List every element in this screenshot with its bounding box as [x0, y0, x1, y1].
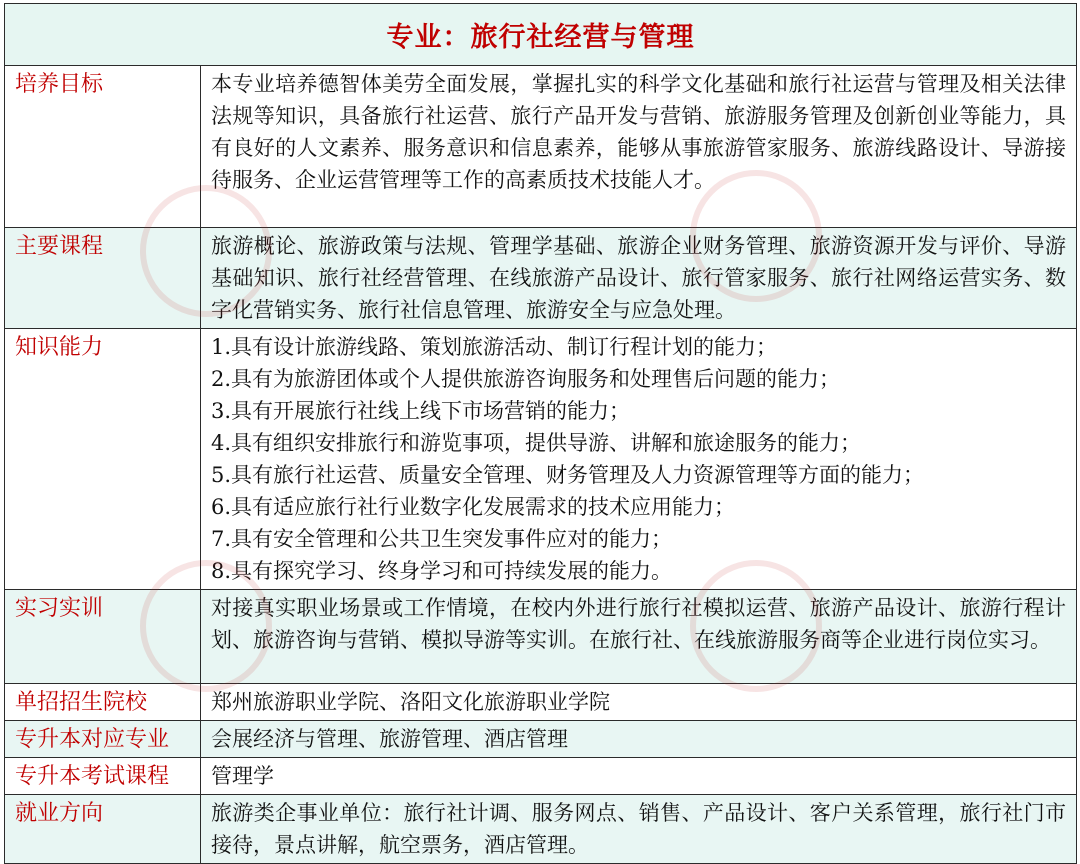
list-item: 7.具有安全管理和公共卫生突发事件应对的能力；	[211, 527, 673, 551]
row-label-careers: 就业方向	[5, 795, 201, 864]
table-row-courses	[5, 228, 1077, 329]
major-info-table	[4, 3, 1077, 864]
row-content-upgrade-majors: 会展经济与管理、旅游管理、酒店管理	[201, 721, 1077, 758]
list-item: 1.具有设计旅游线路、策划旅游活动、制订行程计划的能力；	[211, 335, 778, 359]
major-info-sheet	[4, 3, 1076, 857]
list-item: 3.具有开展旅行社线上线下市场营销的能力；	[211, 399, 631, 423]
row-label-courses: 主要课程	[5, 228, 201, 329]
list-item: 8.具有探究学习、终身学习和可持续发展的能力。	[211, 559, 673, 583]
table-row-abilities	[5, 329, 1077, 590]
table-row-practice	[5, 590, 1077, 684]
list-item: 6.具有适应旅行社行业数字化发展需求的技术应用能力；	[211, 495, 736, 519]
table-row-goal	[5, 66, 1077, 228]
row-content-abilities	[201, 329, 1077, 590]
table-row-careers	[5, 795, 1077, 864]
table-row-upgrade-majors	[5, 721, 1077, 758]
list-item: 5.具有旅行社运营、质量安全管理、财务管理及人力资源管理等方面的能力；	[211, 463, 925, 487]
row-content-goal: 本专业培养德智体美劳全面发展，掌握扎实的科学文化基础和旅行社运营与管理及相关法律法规等知识，具备旅行社运营、旅行产品开发与营销、旅游服务管理及创新创业等能力，具有良好的人文素养、服务意识和信息素养，能够从事旅游管家服务、旅游线路设计、导游接待服务、企业运营管理等工作的高素质技术技能人才。	[201, 66, 1077, 228]
row-label-exam-courses: 专升本考试课程	[5, 758, 201, 795]
row-label-abilities: 知识能力	[5, 329, 201, 590]
row-label-goal: 培养目标	[5, 66, 201, 228]
row-content-practice: 对接真实职业场景或工作情境，在校内外进行旅行社模拟运营、旅游产品设计、旅游行程计划、旅游咨询与营销、模拟导游等实训。在旅行社、在线旅游服务商等企业进行岗位实习。	[201, 590, 1077, 684]
row-content-colleges: 郑州旅游职业学院、洛阳文化旅游职业学院	[201, 684, 1077, 721]
table-row-colleges	[5, 684, 1077, 721]
list-item: 2.具有为旅游团体或个人提供旅游咨询服务和处理售后问题的能力；	[211, 367, 841, 391]
table-title: 专业：旅行社经营与管理	[5, 4, 1077, 66]
row-content-courses: 旅游概论、旅游政策与法规、管理学基础、旅游企业财务管理、旅游资源开发与评价、导游基础知识、旅行社经营管理、在线旅游产品设计、旅行管家服务、旅行社网络运营实务、数字化营销实务、旅行社信息管理、旅游安全与应急处理。	[201, 228, 1077, 329]
title-row	[5, 4, 1077, 66]
row-content-careers: 旅游类企事业单位：旅行社计调、服务网点、销售、产品设计、客户关系管理，旅行社门市接待，景点讲解，航空票务，酒店管理。	[201, 795, 1077, 864]
row-label-practice: 实习实训	[5, 590, 201, 684]
row-label-colleges: 单招招生院校	[5, 684, 201, 721]
table-row-exam-courses	[5, 758, 1077, 795]
list-item: 4.具有组织安排旅行和游览事项，提供导游、讲解和旅途服务的能力；	[211, 431, 862, 455]
row-label-upgrade-majors: 专升本对应专业	[5, 721, 201, 758]
row-content-exam-courses: 管理学	[201, 758, 1077, 795]
